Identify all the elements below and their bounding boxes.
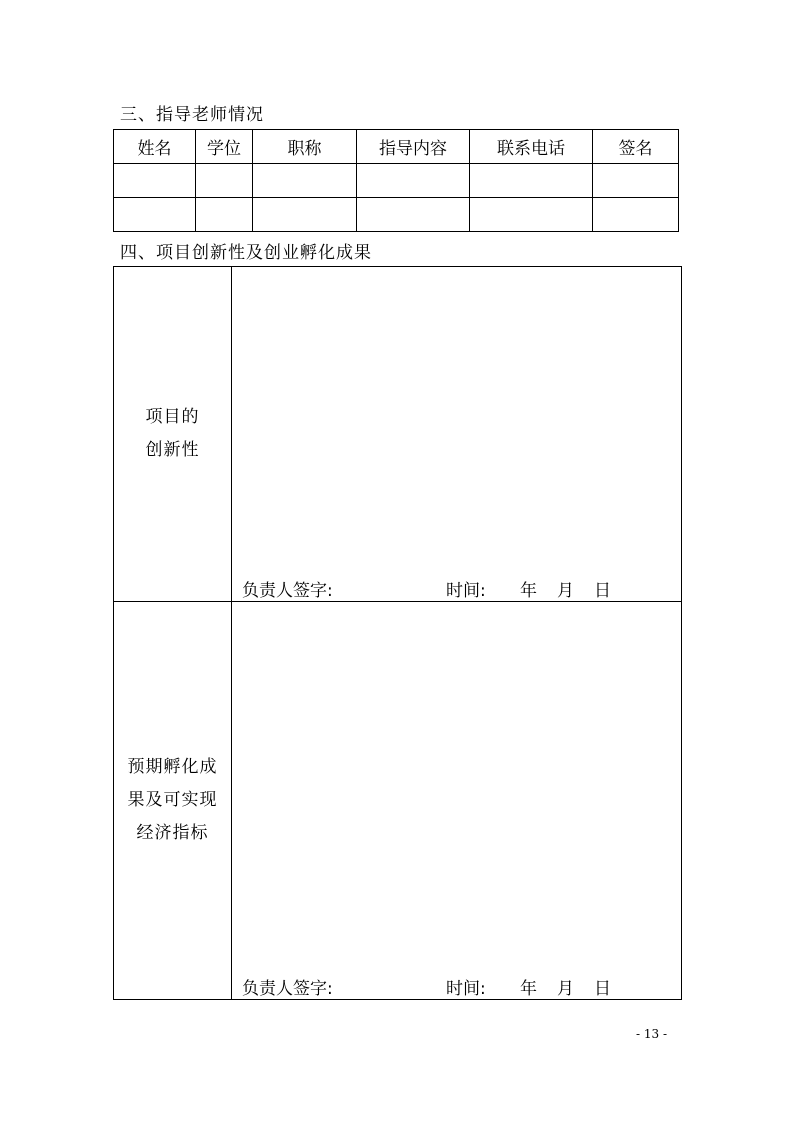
day-label: 日 (594, 979, 611, 999)
year-label: 年 (520, 979, 537, 999)
table-row (114, 164, 679, 198)
incubation-label-line: 果及可实现 (127, 790, 218, 810)
column-header-signature: 签名 (593, 130, 679, 164)
project-innovation-table (113, 266, 682, 1000)
month-label: 月 (557, 581, 574, 601)
cell-guidance-field[interactable] (357, 164, 470, 198)
month-label: 月 (557, 979, 574, 999)
innovation-label-line: 项目的 (145, 407, 200, 427)
innovation-label-cell (114, 267, 232, 602)
cell-guidance-field[interactable] (357, 198, 470, 232)
cell-signature-field[interactable] (593, 164, 679, 198)
advisor-table (113, 129, 679, 232)
column-header-title: 职称 (253, 130, 357, 164)
responsible-signature-label: 负责人签字: (242, 979, 333, 999)
cell-title-field[interactable] (253, 198, 357, 232)
section-3-heading: 三、指导老师情况 (120, 105, 264, 125)
time-label: 时间: (446, 581, 486, 601)
innovation-label-line: 创新性 (145, 440, 200, 460)
day-label: 日 (594, 581, 611, 601)
incubation-row (114, 602, 682, 1000)
cell-signature-field[interactable] (593, 198, 679, 232)
incubation-label-cell (114, 602, 232, 1000)
cell-phone-field[interactable] (470, 198, 593, 232)
time-label: 时间: (446, 979, 486, 999)
cell-name-field[interactable] (114, 164, 196, 198)
column-header-degree: 学位 (196, 130, 253, 164)
column-header-phone: 联系电话 (470, 130, 593, 164)
incubation-label-line: 经济指标 (136, 823, 209, 843)
cell-name-field[interactable] (114, 198, 196, 232)
responsible-signature-label: 负责人签字: (242, 581, 333, 601)
cell-degree-field[interactable] (196, 164, 253, 198)
table-row (114, 198, 679, 232)
incubation-label-line: 预期孵化成 (127, 757, 218, 777)
cell-phone-field[interactable] (470, 164, 593, 198)
innovation-content-area[interactable] (232, 267, 682, 602)
incubation-signature-line (242, 979, 611, 999)
section-4-heading: 四、项目创新性及创业孵化成果 (120, 243, 372, 263)
cell-title-field[interactable] (253, 164, 357, 198)
column-header-guidance-content: 指导内容 (357, 130, 470, 164)
incubation-content-area[interactable] (232, 602, 682, 1000)
page-number: - 13 - (636, 1027, 668, 1041)
year-label: 年 (520, 581, 537, 601)
cell-degree-field[interactable] (196, 198, 253, 232)
innovation-signature-line (242, 581, 611, 601)
column-header-name: 姓名 (114, 130, 196, 164)
advisor-table-header-row (114, 130, 679, 164)
innovation-row (114, 267, 682, 602)
